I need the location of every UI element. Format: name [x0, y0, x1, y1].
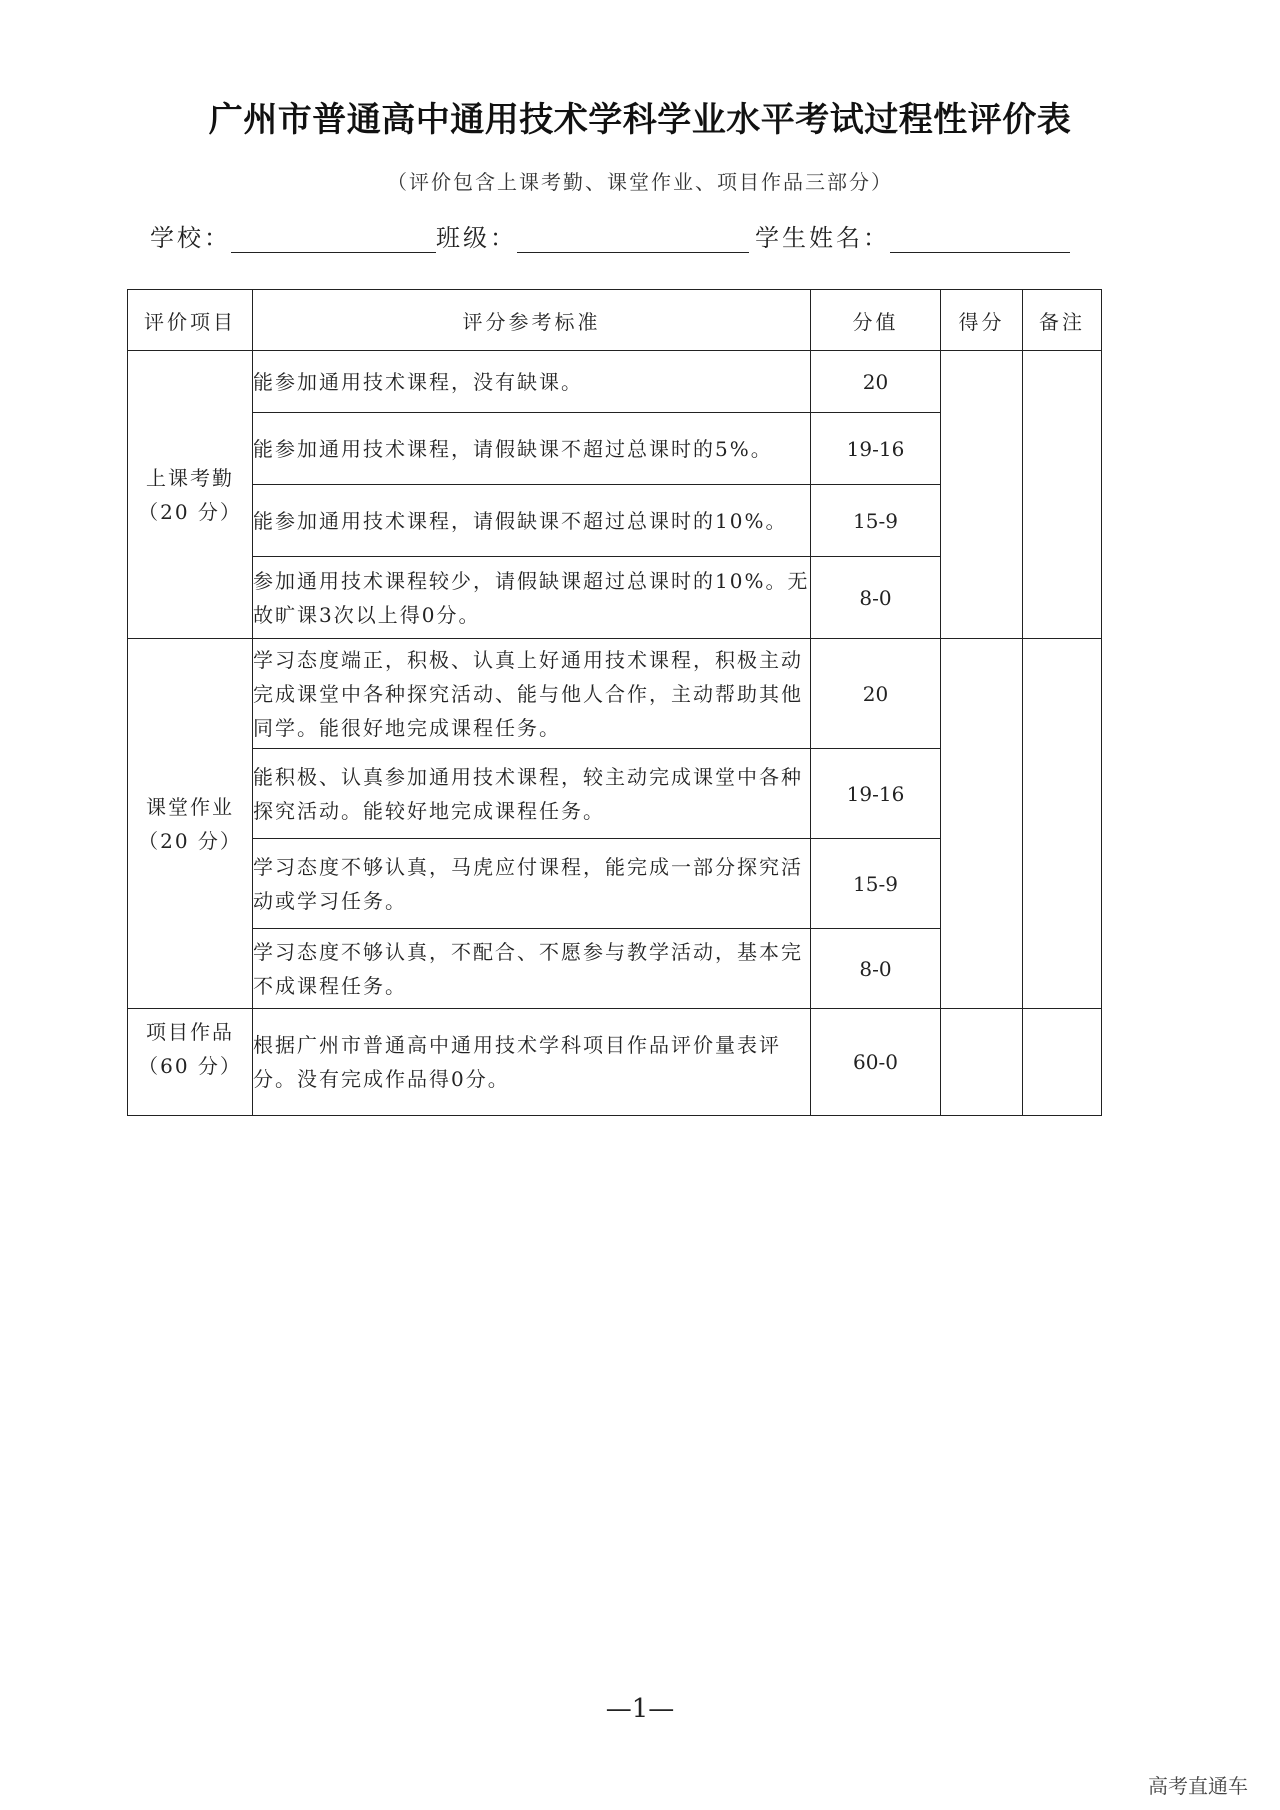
criteria-cell: 能参加通用技术课程，请假缺课不超过总课时的10%。	[253, 485, 811, 557]
criteria-cell: 参加通用技术课程较少，请假缺课超过总课时的10%。无故旷课3次以上得0分。	[253, 557, 811, 639]
points-cell: 19-16	[811, 749, 941, 839]
score-cell-classwork[interactable]	[941, 639, 1023, 1009]
criteria-cell: 学习态度不够认真，不配合、不愿参与教学活动，基本完不成课程任务。	[253, 929, 811, 1009]
points-cell: 19-16	[811, 413, 941, 485]
page-subtitle: （评价包含上课考勤、课堂作业、项目作品三部分）	[387, 170, 893, 194]
table-row	[128, 351, 1102, 413]
header-score: 得分	[941, 290, 1023, 351]
criteria-cell: 能参加通用技术课程，没有缺课。	[253, 351, 811, 413]
watermark-text: 高考直通车	[1148, 1774, 1248, 1798]
header-item: 评价项目	[128, 290, 253, 351]
points-cell: 8-0	[811, 929, 941, 1009]
table-row	[128, 1009, 1102, 1116]
points-cell: 15-9	[811, 839, 941, 929]
header-points: 分值	[811, 290, 941, 351]
criteria-cell: 能参加通用技术课程，请假缺课不超过总课时的5%。	[253, 413, 811, 485]
criteria-cell: 学习态度端正，积极、认真上好通用技术课程，积极主动完成课堂中各种探究活动、能与他人合作，主动帮助其他同学。能很好地完成课程任务。	[253, 639, 811, 749]
points-cell: 20	[811, 351, 941, 413]
category-classwork	[128, 639, 253, 1009]
criteria-cell: 能积极、认真参加通用技术课程，较主动完成课堂中各种探究活动。能较好地完成课程任务。	[253, 749, 811, 839]
category-points: （20 分）	[138, 828, 242, 853]
criteria-cell: 学习态度不够认真，马虎应付课程，能完成一部分探究活动或学习任务。	[253, 839, 811, 929]
evaluation-table	[127, 289, 1102, 1116]
remarks-cell-attendance[interactable]	[1023, 351, 1102, 639]
table-row	[128, 639, 1102, 749]
student-name-label: 学生姓名：	[755, 224, 890, 252]
student-name-blank[interactable]	[890, 226, 1070, 253]
table-header-row	[128, 290, 1102, 351]
school-label: 学校：	[150, 224, 231, 252]
student-info-fields	[150, 218, 1070, 253]
category-name: 课堂作业	[146, 794, 234, 819]
page-number: —1—	[605, 1694, 675, 1724]
remarks-cell-classwork[interactable]	[1023, 639, 1102, 1009]
remarks-cell-project[interactable]	[1023, 1009, 1102, 1116]
class-label: 班级：	[436, 224, 517, 252]
score-cell-project[interactable]	[941, 1009, 1023, 1116]
points-cell: 15-9	[811, 485, 941, 557]
category-name: 上课考勤	[146, 465, 234, 490]
points-cell: 8-0	[811, 557, 941, 639]
category-points: （60 分）	[138, 1054, 242, 1078]
page-title: 广州市普通高中通用技术学科学业水平考试过程性评价表	[208, 100, 1072, 140]
header-remarks: 备注	[1023, 290, 1102, 351]
header-criteria: 评分参考标准	[253, 290, 811, 351]
class-blank[interactable]	[517, 226, 749, 253]
criteria-cell: 根据广州市普通高中通用技术学科项目作品评价量表评分。没有完成作品得0分。	[253, 1009, 811, 1116]
score-cell-attendance[interactable]	[941, 351, 1023, 639]
category-points: （20 分）	[138, 499, 242, 524]
school-blank[interactable]	[231, 226, 436, 253]
category-attendance	[128, 351, 253, 639]
category-project	[128, 1009, 253, 1116]
points-cell: 20	[811, 639, 941, 749]
category-name: 项目作品	[146, 1020, 234, 1044]
points-cell: 60-0	[811, 1009, 941, 1116]
